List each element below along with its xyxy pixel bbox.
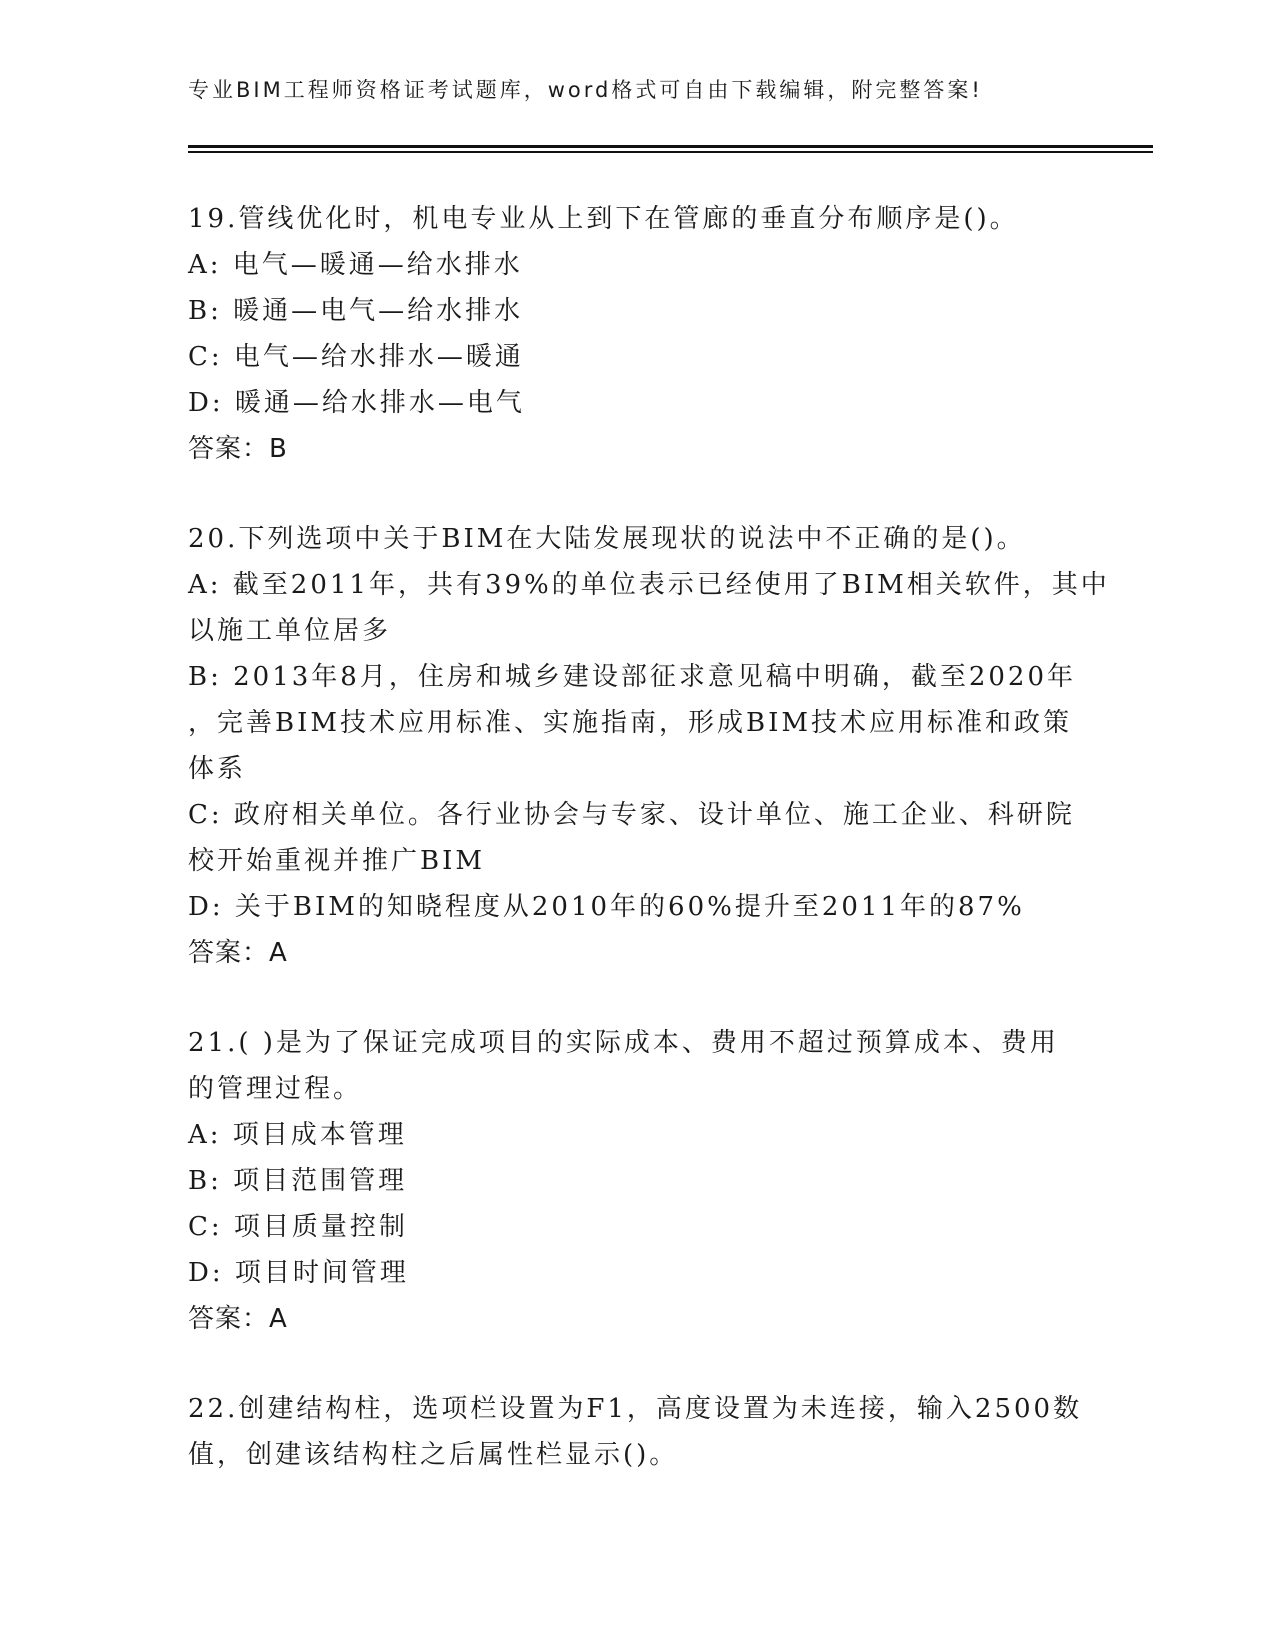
option-b-continued: ，完善BIM技术应用标准、实施指南，形成BIM技术应用标准和政策 xyxy=(188,708,1072,738)
question-21 xyxy=(188,1020,1088,1342)
option-a-continued: 以施工单位居多 xyxy=(188,616,392,646)
option-c: C: 项目质量控制 xyxy=(188,1212,408,1242)
answer: 答案：A xyxy=(188,1304,288,1334)
question-stem: 19.管线优化时，机电专业从上到下在管廊的垂直分布顺序是()。 xyxy=(188,204,1019,234)
question-list xyxy=(188,196,1110,1478)
option-c-continued: 校开始重视并推广BIM xyxy=(188,846,485,876)
option-a: A: 电气—暖通—给水排水 xyxy=(188,250,523,280)
option-d: D: 暖通—给水排水—电气 xyxy=(188,388,525,418)
question-stem-continued: 值，创建该结构柱之后属性栏显示()。 xyxy=(188,1440,679,1470)
option-b: B: 暖通—电气—给水排水 xyxy=(188,296,524,326)
question-stem: 20.下列选项中关于BIM在大陆发展现状的说法中不正确的是()。 xyxy=(188,524,1026,554)
question-stem: 22.创建结构柱，选项栏设置为F1，高度设置为未连接，输入2500数 xyxy=(188,1394,1083,1424)
question-20 xyxy=(188,516,1110,976)
option-d: D: 关于BIM的知晓程度从2010年的60%提升至2011年的87% xyxy=(188,892,1025,922)
header-rule-thick xyxy=(188,145,1153,148)
option-b: B: 2013年8月，住房和城乡建设部征求意见稿中明确，截至2020年 xyxy=(188,662,1077,692)
question-stem-continued: 的管理过程。 xyxy=(188,1074,363,1104)
option-a: A: 项目成本管理 xyxy=(188,1120,407,1150)
page-header: 专业BIM工程师资格证考试题库，word格式可自由下载编辑，附完整答案! xyxy=(188,78,983,102)
option-c: C: 政府相关单位。各行业协会与专家、设计单位、施工企业、科研院 xyxy=(188,800,1075,830)
option-d: D: 项目时间管理 xyxy=(188,1258,409,1288)
header-rule-thin xyxy=(188,151,1153,153)
option-b: B: 项目范围管理 xyxy=(188,1166,408,1196)
answer: 答案：A xyxy=(188,938,288,968)
answer: 答案：B xyxy=(188,434,288,464)
option-b-continued: 体系 xyxy=(188,754,247,784)
question-stem: 21.( )是为了保证完成项目的实际成本、费用不超过预算成本、费用 xyxy=(188,1028,1059,1058)
option-c: C: 电气—给水排水—暖通 xyxy=(188,342,524,372)
question-19 xyxy=(188,196,1088,472)
option-a: A: 截至2011年，共有39%的单位表示已经使用了BIM相关软件，其中 xyxy=(188,570,1110,600)
question-22 xyxy=(188,1386,1088,1478)
